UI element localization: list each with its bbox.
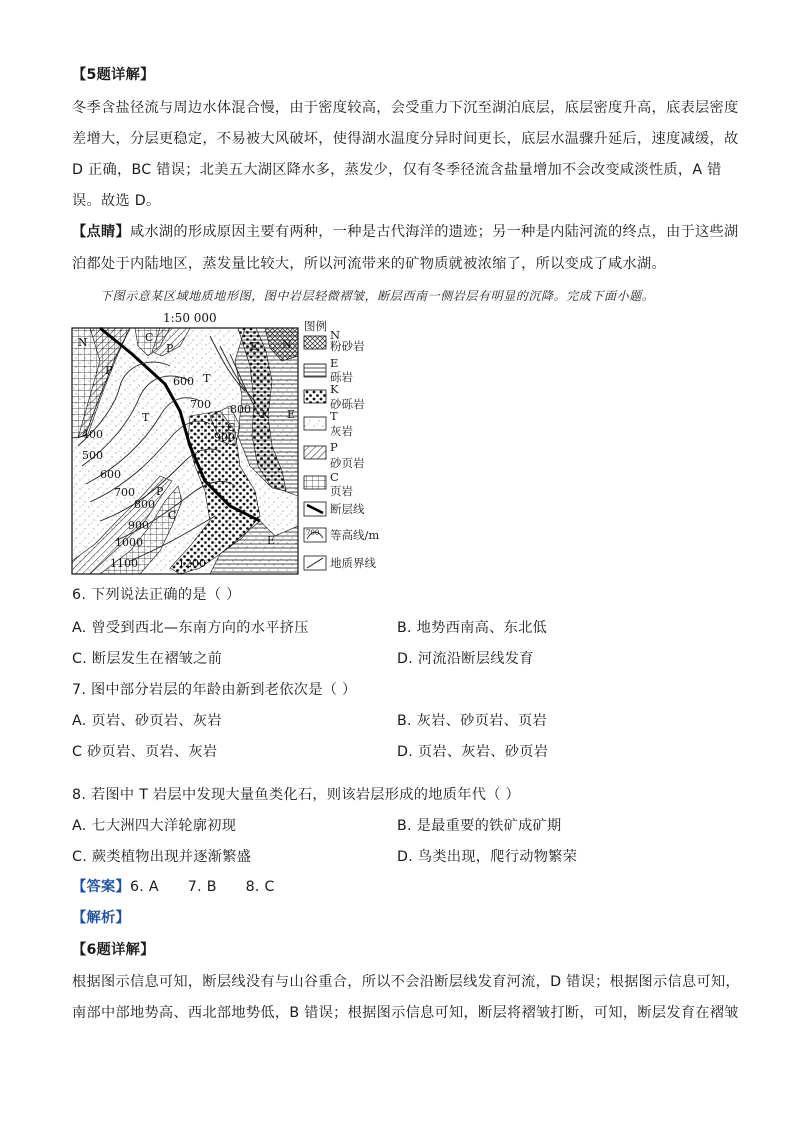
question-option: A. 曾受到西北—东南方向的水平挤压 <box>72 620 309 636</box>
legend-code: T <box>330 409 338 423</box>
legend-name: 粉砂岩 <box>330 339 365 353</box>
contour-value: 600 <box>173 375 194 388</box>
legend-name: 砂砾岩 <box>330 397 365 411</box>
question-option: C. 蕨类植物出现并逐渐繁盛 <box>72 849 252 865</box>
contour-value: 500 <box>82 449 103 462</box>
question-option: A. 页岩、砂页岩、灰岩 <box>72 713 222 729</box>
region-label: T <box>142 411 150 424</box>
region-label: N <box>282 338 292 351</box>
contour-value: 900 <box>128 519 149 532</box>
q5-text-line: 误。故选 D。 <box>72 193 161 209</box>
question-option: C. 断层发生在褶皱之前 <box>72 651 223 667</box>
region-label: E <box>287 408 296 421</box>
q5-text-line: 差增大，分层更稳定，不易被大风破坏，使得湖水温度分异时间更长，底层水温骤升延后，速度减缓，故 <box>72 131 739 147</box>
legend-code: N <box>330 328 341 342</box>
legend-swatch-siltstone <box>304 336 326 349</box>
question-option: C 砂页岩、页岩、灰岩 <box>72 744 218 760</box>
q6-header: 【6题详解】 <box>72 942 155 958</box>
dianjing-label: 【点睛】 <box>72 224 130 240</box>
dianjing-text-line: 泊都处于内陆地区，蒸发量比较大，所以河流带来的矿物质就被浓缩了，所以变成了咸水湖。 <box>72 256 666 272</box>
contour-value: 800 <box>134 498 155 511</box>
region-label: N <box>78 336 88 349</box>
legend-code: E <box>330 356 339 370</box>
dianjing-line <box>72 222 738 242</box>
legend-swatch-shale <box>304 476 326 489</box>
q5-header: 【5题详解】 <box>72 67 155 83</box>
contour-value: 800 <box>230 403 251 416</box>
legend-code: C <box>330 470 339 484</box>
question-option: B. 灰岩、砂页岩、页岩 <box>397 713 548 729</box>
question-option: A. 七大洲四大洋轮廓初现 <box>72 818 237 834</box>
legend-code: K <box>330 382 339 396</box>
region-label: E <box>267 534 276 547</box>
answer-line <box>72 877 275 897</box>
region-label: T <box>203 372 211 385</box>
contour-value: 400 <box>82 428 103 441</box>
region-label: C <box>168 509 177 522</box>
legend-swatch-sandy-shale <box>304 446 326 459</box>
legend-title: 图例 <box>304 319 327 333</box>
contour-value: 700 <box>114 486 135 499</box>
contour-value: 600 <box>100 468 121 481</box>
contour-value: 900 <box>214 431 235 444</box>
q6-text-line: 根据图示信息可知，断层线没有与山谷重合，所以不会沿断层线发育河流，D 错误；根据图示信息可知， <box>72 974 740 990</box>
region-label: C <box>145 331 154 344</box>
figure-caption: 下图示意某区域地质地形图，图中岩层轻微褶皱，断层西南一侧岩层有明显的沉降。完成下面小题。 <box>100 289 655 303</box>
region-label: P <box>166 342 174 355</box>
question-stem: 6. 下列说法正确的是（ ） <box>72 587 241 603</box>
region-label: C <box>227 421 236 434</box>
region-label: K <box>261 408 270 421</box>
analysis-label: 【解析】 <box>72 910 130 926</box>
contour-value: 1000 <box>115 536 143 549</box>
region-label: P <box>156 485 164 498</box>
q5-text-line: 冬季含盐径流与周边水体混合慢，由于密度较高，会受重力下沉至湖泊底层，底层密度升高，底表层密度 <box>72 100 739 116</box>
question-option: D. 鸟类出现，爬行动物繁荣 <box>397 849 578 865</box>
legend-name: 等高线/m <box>330 528 380 542</box>
q6-text-line: 南部中部地势高、西北部地势低，B 错误；根据图示信息可知，断层将褶皱打断，可知，断层发育在褶皱 <box>72 1005 739 1021</box>
legend-swatch-limestone <box>304 417 326 430</box>
question-option: D. 页岩、灰岩、砂页岩 <box>397 744 549 760</box>
answer-label: 【答案】 <box>72 879 130 895</box>
answer-value: 6. A 7. B 8. C <box>129 879 275 895</box>
region-label: E <box>250 340 259 353</box>
question-option: B. 地势西南高、东北低 <box>397 620 548 636</box>
question-option: B. 是最重要的铁矿成矿期 <box>397 818 562 834</box>
q5-text-line: D 正确，BC 错误；北美五大湖区降水多，蒸发少，仅有冬季径流含盐量增加不会改变咸淡性质，A 错 <box>72 162 722 178</box>
contour-value: 1200 <box>178 557 206 570</box>
legend-name: 地质界线 <box>330 556 376 570</box>
question-stem: 8. 若图中 T 岩层中发现大量鱼类化石，则该岩层形成的地质年代（ ） <box>72 787 520 803</box>
geologic-map-figure <box>60 306 400 582</box>
contour-legend-value: 700 <box>306 529 320 537</box>
legend-name: 砂页岩 <box>330 456 365 470</box>
legend-swatch-conglomerate <box>304 364 326 377</box>
legend-swatch-sandy-conglomerate <box>304 390 326 403</box>
legend-name: 灰岩 <box>330 424 353 438</box>
question-option: D. 河流沿断层线发育 <box>397 651 534 667</box>
legend-name: 页岩 <box>330 484 353 498</box>
contour-value: 1100 <box>110 557 138 570</box>
legend-name: 断层线 <box>330 502 365 516</box>
legend-name: 砾岩 <box>330 370 353 384</box>
legend-code: P <box>330 440 338 454</box>
map-scale: 1:50 000 <box>163 311 217 325</box>
region-label: P <box>105 364 113 377</box>
contour-value: 700 <box>190 398 211 411</box>
question-stem: 7. 图中部分岩层的年龄由新到老依次是（ ） <box>72 682 357 698</box>
dianjing-text: 咸水湖的形成原因主要有两种，一种是古代海洋的遗迹；另一种是内陆河流的终点，由于这些湖 <box>129 224 739 240</box>
